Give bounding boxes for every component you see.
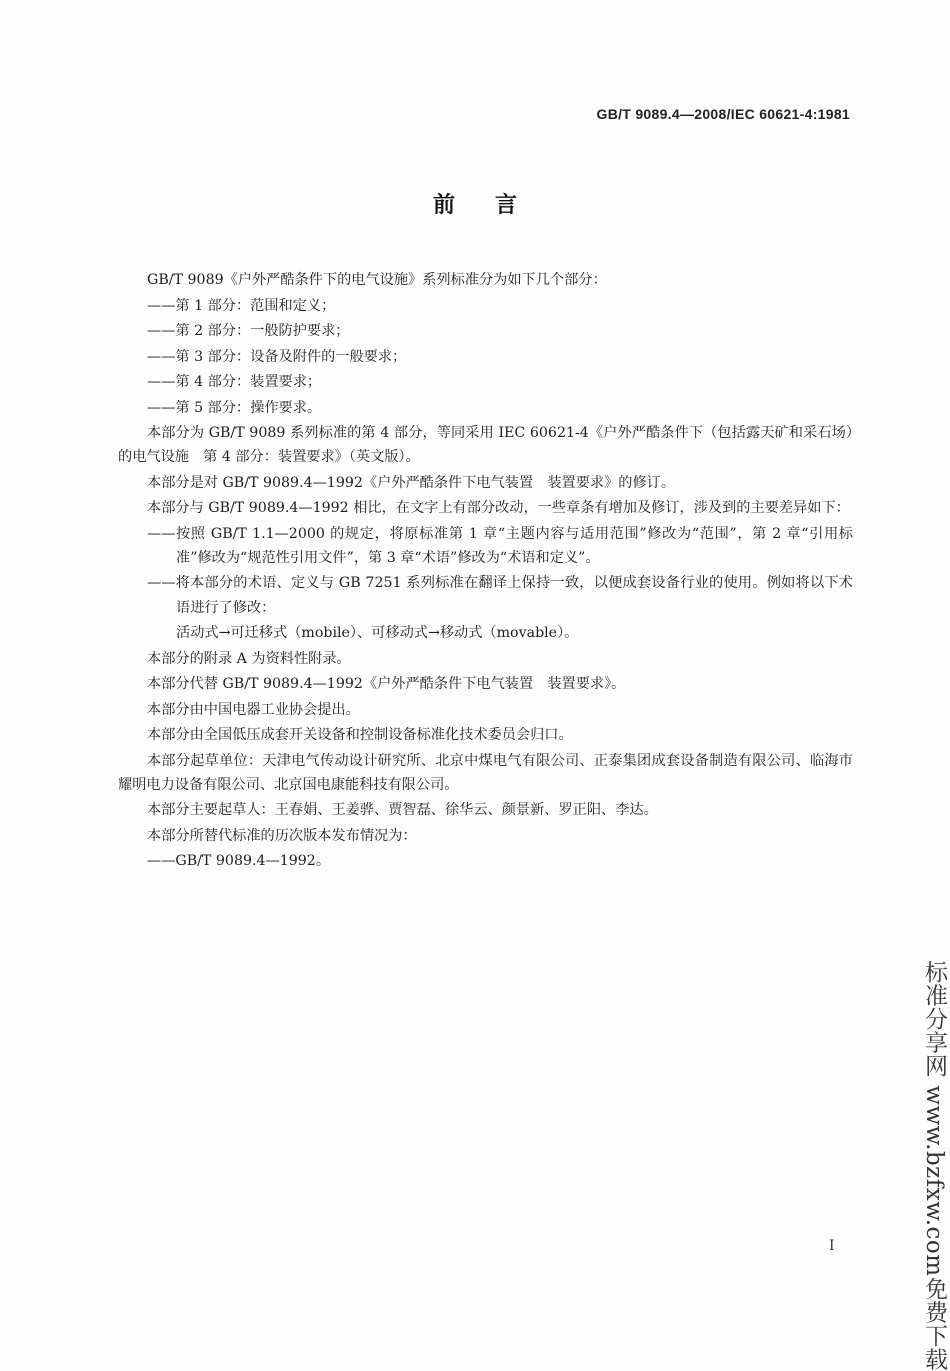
page-title: 前言 [432, 193, 557, 218]
list-item: ——第 4 部分：装置要求； [147, 374, 322, 390]
list-subitem: 活动式→可迁移式（mobile）、可移动式→移动式（movable）。 [176, 625, 579, 642]
list-item: ——将本部分的术语、定义与 GB 7251 系列标准在翻译上保持一致，以便成套设备行业的使用。例如将以下术语进行了修改： [147, 575, 853, 616]
list-item: ——第 2 部分：一般防护要求； [147, 323, 350, 339]
paragraph: 本部分起草单位：天津电气传动设计研究所、北京中煤电气有限公司、正泰集团成套设备制造有限公司、临海市耀明电力设备有限公司、北京国电康能科技有限公司。 [118, 752, 853, 793]
paragraph: 本部分为 GB/T 9089 系列标准的第 4 部分，等同采用 IEC 60621-4《户外严酷条件下（包括露天矿和采石场）的电气设施 第 4 部分：装置要求》（英文版）。 [118, 425, 853, 466]
foreword-body [118, 268, 853, 874]
paragraph: 本部分所替代标准的历次版本发布情况为： [147, 827, 417, 844]
paragraph: 本部分由中国电器工业协会提出。 [147, 701, 360, 718]
paragraph: 本部分与 GB/T 9089.4—1992 相比，在文字上有部分改动，一些章条有增加及修订，涉及到的主要差异如下： [147, 500, 850, 517]
list-item: ——GB/T 9089.4—1992。 [147, 853, 331, 870]
page-number: I [829, 1238, 835, 1254]
paragraph: GB/T 9089《户外严酷条件下的电气设施》系列标准分为如下几个部分： [147, 272, 607, 288]
paragraph: 本部分代替 GB/T 9089.4—1992《户外严酷条件下电气装置 装置要求》。 [147, 676, 626, 693]
standard-code: GB/T 9089.4—2008/IEC 60621-4:1981 [596, 106, 850, 122]
list-item: ——按照 GB/T 1.1—2000 的规定，将原标准第 1 章“主题内容与适用范围”修改为“范围”，第 2 章“引用标准”修改为“规范性引用文件”，第 3 章“术语”修改为“术语和定义”。 [147, 525, 853, 566]
paragraph: 本部分由全国低压成套开关设备和控制设备标准化技术委员会归口。 [147, 727, 573, 744]
watermark-text: 标准分享网 www.bzfxw.com免费下载 [921, 960, 947, 1371]
paragraph: 本部分是对 GB/T 9089.4—1992《户外严酷条件下电气装置 装置要求》的修订。 [147, 474, 676, 491]
list-item: ——第 3 部分：设备及附件的一般要求； [147, 348, 407, 365]
list-item: ——第 1 部分：范围和定义； [147, 297, 336, 314]
list-item: ——第 5 部分：操作要求。 [147, 399, 322, 416]
paragraph: 本部分主要起草人：王春娟、王姜骅、贾智磊、徐华云、颜景新、罗正阳、李达。 [147, 802, 658, 819]
paragraph: 本部分的附录 A 为资料性附录。 [147, 650, 351, 667]
